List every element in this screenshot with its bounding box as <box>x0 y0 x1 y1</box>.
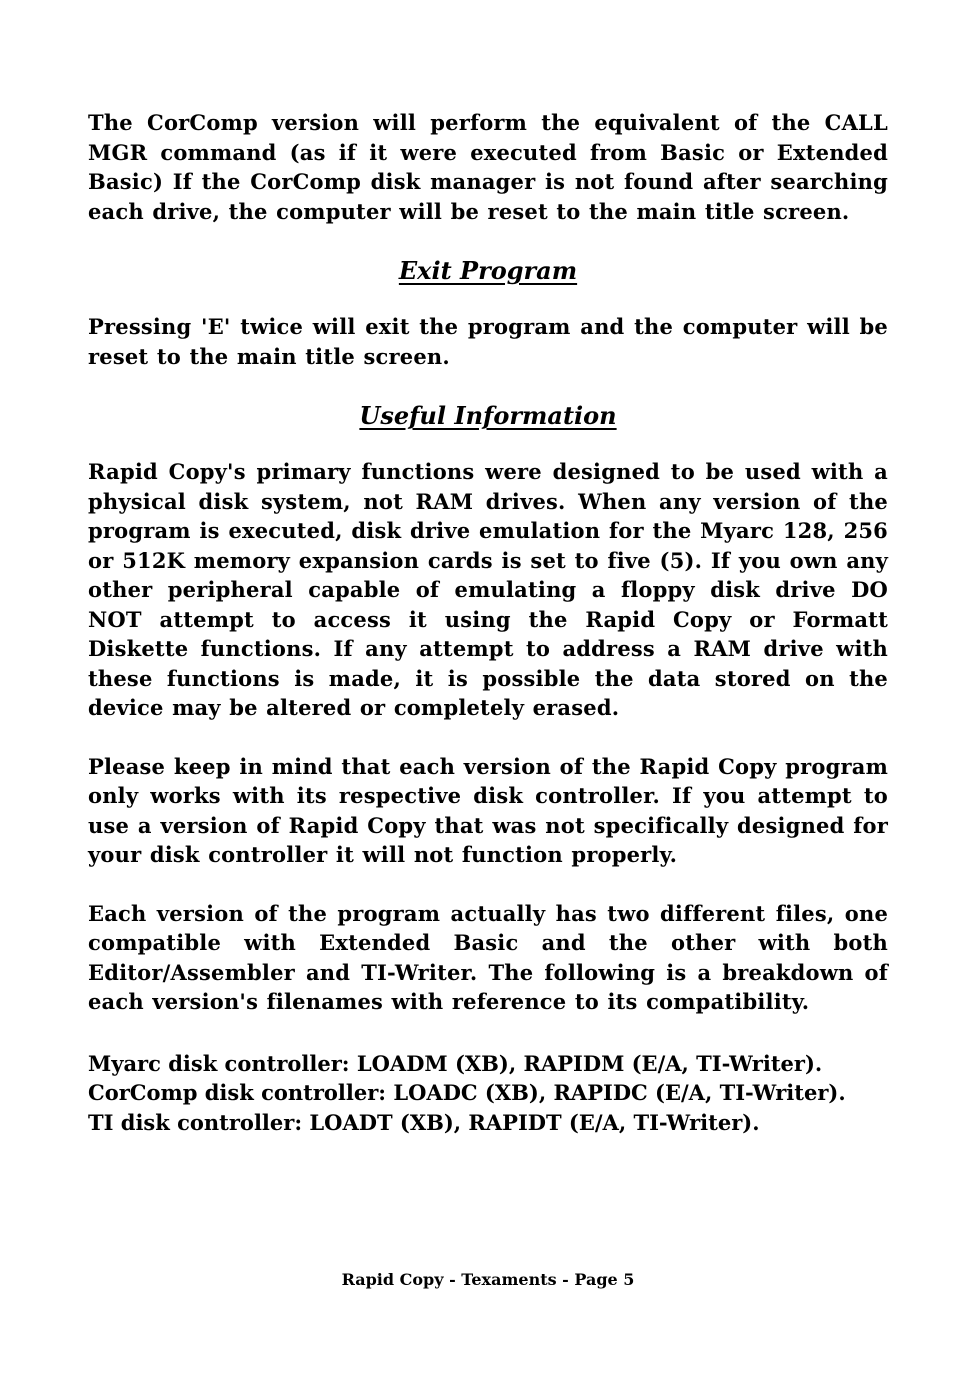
filename-list <box>88 1049 888 1138</box>
controller-compatibility-paragraph: Please keep in mind that each version of the Rapid Copy program only works with its respective disk controller. If you attempt to use a version of Rapid Copy that was not specifically designed for your disk controller it will not function properly. <box>88 753 888 867</box>
page-footer: Rapid Copy - Texaments - Page 5 <box>341 1270 635 1289</box>
file-versions-paragraph: Each version of the program actually has two different files, one compatible with Extended Basic and the other with both Editor/Assembler and TI-Writer. The following is a breakdown of each version's filenames with reference to its compatibility. <box>88 900 888 1014</box>
filename-line-myarc: Myarc disk controller: LOADM (XB), RAPIDM (E/A, TI-Writer). <box>88 1050 823 1076</box>
filename-line-corcomp: CorComp disk controller: LOADC (XB), RAPIDC (E/A, TI-Writer). <box>88 1080 846 1105</box>
intro-paragraph: The CorComp version will perform the equivalent of the CALL MGR command (as if it were executed from Basic or Extended Basic) If the CorComp disk manager is not found after searching each drive, the computer will be reset to the main title screen. <box>88 110 888 224</box>
ram-drive-warning-paragraph: Rapid Copy's primary functions were designed to be used with a physical disk system, not RAM drives. When any version of the program is executed, disk drive emulation for the Myarc 128, 256 or 512K memory expansion cards is set to five (5). If you own any other peripheral capable of emulating a floppy disk drive DO NOT attempt to access it using the Rapid Copy or Formatt Diskette functions. If any attempt to address a RAM drive with these functions is made, it is possible the data stored on the device may be altered or completely erased. <box>88 459 888 720</box>
filename-line-ti: TI disk controller: LOADT (XB), RAPIDT (E/A, TI-Writer). <box>88 1109 760 1135</box>
exit-program-heading: Exit Program <box>398 256 578 285</box>
useful-information-heading: Useful Information <box>359 401 617 430</box>
exit-program-paragraph: Pressing 'E' twice will exit the program and the computer will be reset to the main title screen. <box>88 314 888 369</box>
document-page <box>88 108 888 1137</box>
